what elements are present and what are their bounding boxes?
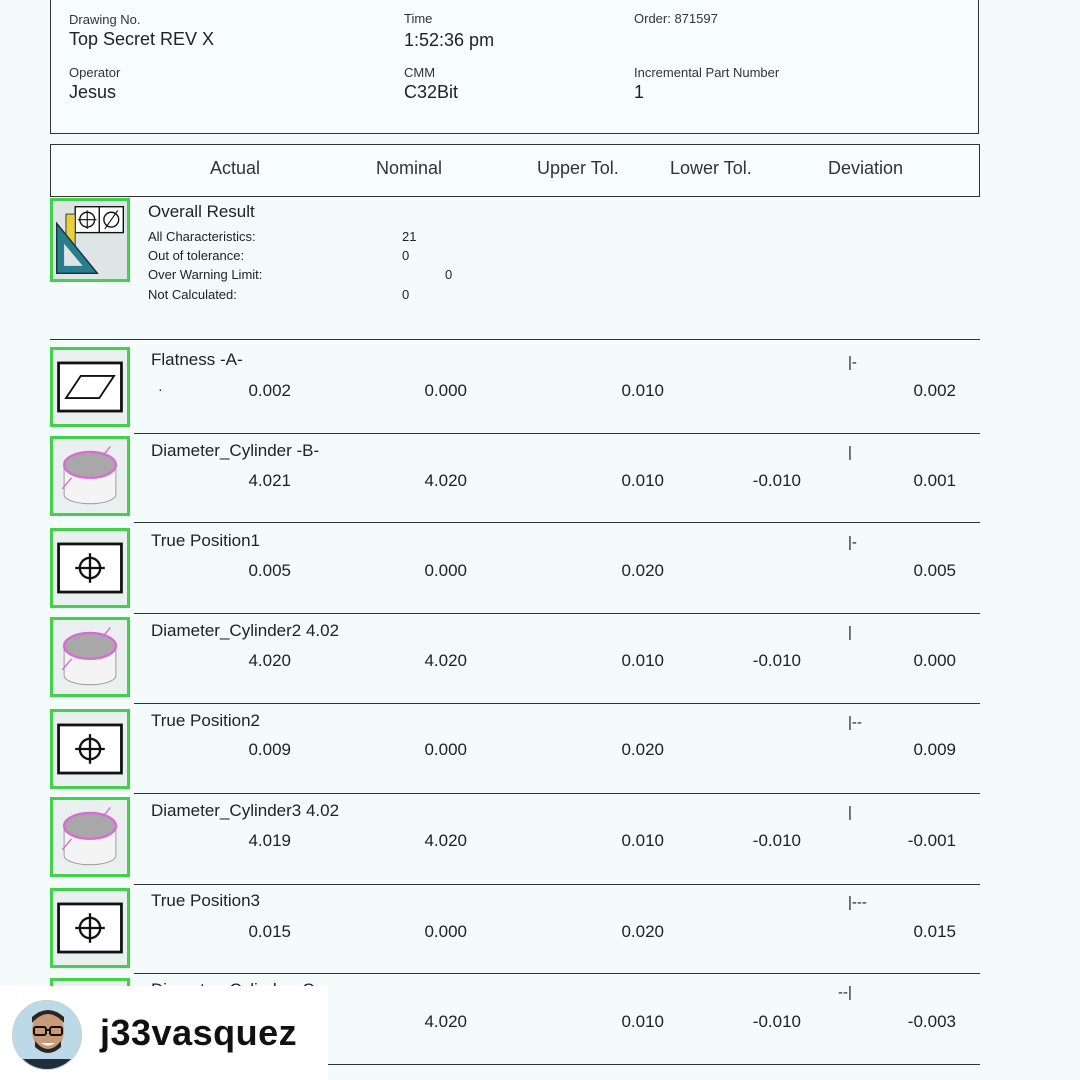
- row-name: True Position1: [151, 531, 260, 550]
- nominal-value: 4.020: [424, 471, 467, 490]
- deviation-flag: |--: [848, 714, 862, 731]
- true-position-icon: [50, 528, 130, 608]
- column-lower-tol: Lower Tol.: [670, 158, 752, 178]
- deviation-value: 0.015: [913, 922, 956, 941]
- upper-tol-value: 0.020: [621, 561, 664, 580]
- drawing-number-value: Top Secret REV X: [69, 29, 215, 49]
- deviation-value: -0.001: [907, 831, 956, 850]
- operator-label: Operator: [69, 65, 121, 80]
- cmm-label: CMM: [404, 65, 436, 80]
- actual-value: 0.009: [248, 740, 291, 759]
- column-upper-tol: Upper Tol.: [537, 158, 619, 178]
- lower-tol-value: -0.010: [752, 831, 801, 850]
- deviation-flag: |: [848, 444, 852, 461]
- cylinder-icon: [50, 797, 130, 877]
- row-name: True Position2: [151, 711, 260, 730]
- row-divider: [134, 703, 980, 704]
- operator-value: Jesus: [69, 82, 117, 102]
- part-number-label: Incremental Part Number: [634, 65, 780, 80]
- row-name: Diameter_Cylinder -B-: [151, 441, 320, 460]
- row-name: True Position3: [151, 891, 260, 910]
- actual-value: 0.015: [248, 922, 291, 941]
- deviation-flag: |: [848, 804, 852, 821]
- deviation-value: 0.005: [913, 561, 956, 580]
- row-name: Flatness -A-: [151, 350, 243, 369]
- true-position-icon: [50, 888, 130, 968]
- column-header-divider: [50, 196, 980, 197]
- actual-value: 4.019: [248, 831, 291, 850]
- row-mark: ·: [158, 381, 163, 397]
- not-calculated-value: 0: [402, 287, 410, 302]
- time-value: 1:52:36 pm: [404, 30, 495, 50]
- upper-tol-value: 0.020: [621, 922, 664, 941]
- row-name: Diameter_Cylinder3 4.02: [151, 801, 340, 820]
- row-divider: [134, 973, 980, 974]
- out-of-tolerance-value: 0: [402, 248, 410, 263]
- lower-tol-value: -0.010: [752, 471, 801, 490]
- deviation-flag: |-: [848, 354, 857, 371]
- deviation-value: 0.009: [913, 740, 956, 759]
- drawing-number-label: Drawing No.: [69, 12, 141, 27]
- order-number: Order: 871597: [634, 11, 718, 26]
- out-of-tolerance-label: Out of tolerance:: [148, 248, 245, 263]
- row-divider: [134, 522, 980, 523]
- overall-result-icon: [50, 198, 130, 282]
- time-label: Time: [404, 11, 433, 26]
- row-divider: [134, 793, 980, 794]
- upper-tol-value: 0.010: [621, 1012, 664, 1031]
- cylinder-icon: [50, 617, 130, 697]
- username[interactable]: j33vasquez: [100, 1012, 298, 1053]
- nominal-value: 0.000: [424, 381, 467, 400]
- row-divider: [134, 613, 980, 614]
- nominal-value: 0.000: [424, 922, 467, 941]
- row-divider: [134, 433, 980, 434]
- row-name: Diameter_Cylinder2 4.02: [151, 621, 340, 640]
- not-calculated-label: Not Calculated:: [148, 287, 237, 302]
- part-number-value: 1: [634, 82, 645, 102]
- report-header: [50, 0, 979, 134]
- deviation-value: 0.002: [913, 381, 956, 400]
- column-deviation: Deviation: [828, 158, 904, 178]
- actual-value: 4.021: [248, 471, 291, 490]
- over-warning-limit-value: 0: [445, 267, 453, 282]
- column-actual: Actual: [210, 158, 261, 178]
- row-divider: [50, 339, 980, 340]
- nominal-value: 4.020: [424, 831, 467, 850]
- deviation-flag: |-: [848, 534, 857, 551]
- flatness-icon: [50, 347, 130, 427]
- actual-value: 4.020: [248, 651, 291, 670]
- cmm-value: C32Bit: [404, 82, 459, 102]
- true-position-icon: [50, 709, 130, 789]
- cylinder-icon: [50, 436, 130, 516]
- deviation-flag: |---: [848, 894, 867, 911]
- deviation-value: 0.000: [913, 651, 956, 670]
- deviation-flag: |: [848, 624, 852, 641]
- overall-result-title: Overall Result: [148, 202, 255, 221]
- avatar[interactable]: [12, 1000, 82, 1070]
- upper-tol-value: 0.020: [621, 740, 664, 759]
- nominal-value: 4.020: [424, 1012, 467, 1031]
- upper-tol-value: 0.010: [621, 381, 664, 400]
- nominal-value: 0.000: [424, 561, 467, 580]
- nominal-value: 4.020: [424, 651, 467, 670]
- nominal-value: 0.000: [424, 740, 467, 759]
- actual-value: 0.002: [248, 381, 291, 400]
- all-characteristics-value: 21: [402, 229, 417, 244]
- lower-tol-value: -0.010: [752, 1012, 801, 1031]
- upper-tol-value: 0.010: [621, 831, 664, 850]
- deviation-value: -0.003: [907, 1012, 956, 1031]
- column-nominal: Nominal: [376, 158, 443, 178]
- lower-tol-value: -0.010: [752, 651, 801, 670]
- upper-tol-value: 0.010: [621, 471, 664, 490]
- deviation-value: 0.001: [913, 471, 956, 490]
- row-divider: [134, 884, 980, 885]
- actual-value: 0.005: [248, 561, 291, 580]
- upper-tol-value: 0.010: [621, 651, 664, 670]
- all-characteristics-label: All Characteristics:: [148, 229, 256, 244]
- deviation-flag: --|: [838, 984, 852, 1001]
- over-warning-limit-label: Over Warning Limit:: [148, 267, 263, 282]
